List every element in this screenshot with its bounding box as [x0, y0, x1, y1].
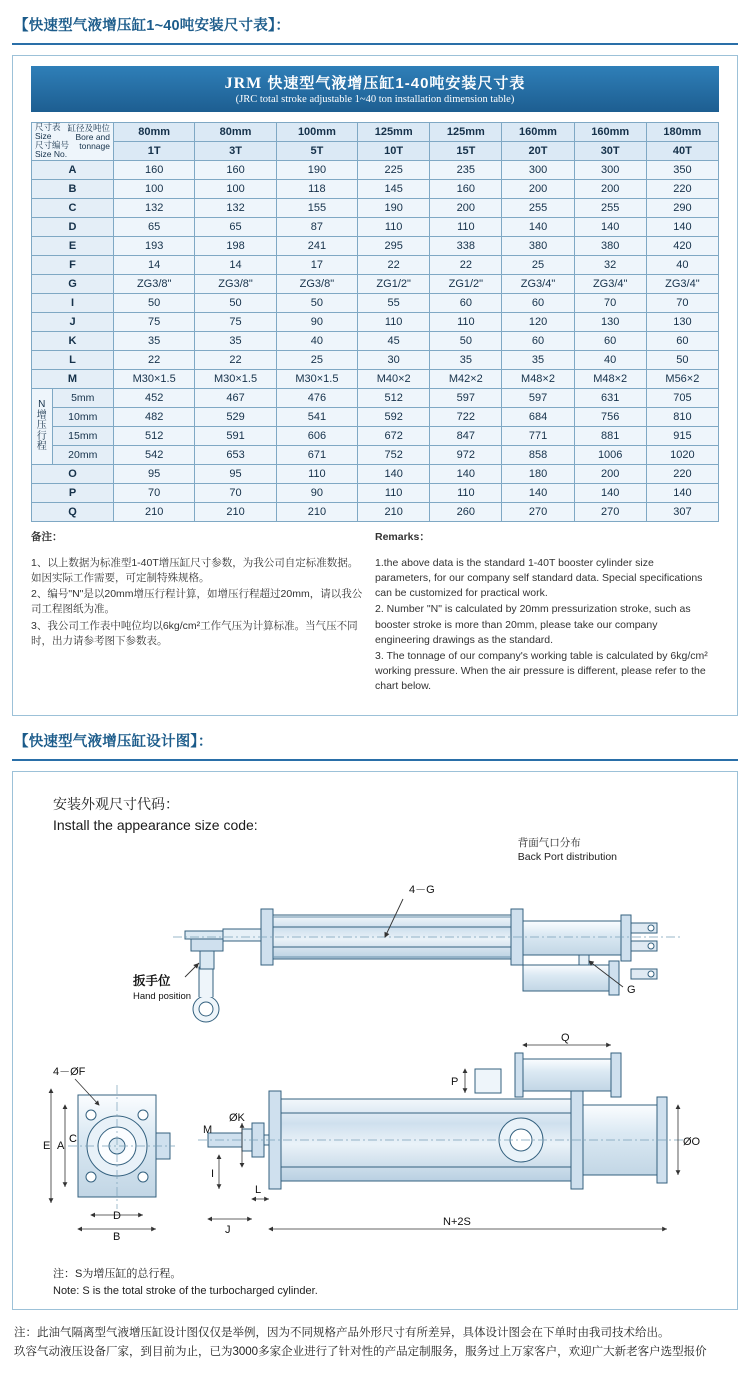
corner-bl-l3: 尺寸编号 — [35, 140, 70, 151]
table-cell: ZG3/4" — [574, 275, 646, 294]
table-cell: 542 — [114, 446, 195, 465]
table-cell: 110 — [430, 484, 502, 503]
drawing-title — [53, 794, 727, 833]
table-cell: 50 — [646, 351, 718, 370]
table-row — [32, 503, 719, 522]
table-cell: 110 — [276, 465, 357, 484]
table-title-en: (JRC total stroke adjustable 1~40 ton installation dimension table) — [235, 94, 515, 105]
table-bore-header: 80mm — [195, 123, 276, 142]
table-cell: M30×1.5 — [276, 370, 357, 389]
table-cell: 132 — [114, 199, 195, 218]
table-cell: 25 — [276, 351, 357, 370]
notes-en-title: Remarks： — [375, 531, 430, 543]
table-cell: M30×1.5 — [195, 370, 276, 389]
dimension-table — [31, 122, 719, 522]
table-row-label: G — [32, 275, 114, 294]
table-cell: 270 — [502, 503, 574, 522]
table-cell: 270 — [574, 503, 646, 522]
table-cell: 35 — [430, 351, 502, 370]
corner-tr-l3: tonnage — [79, 140, 110, 151]
table-cell: 467 — [195, 389, 276, 408]
callout-4phif: 4－ØF — [53, 1066, 86, 1079]
table-cell: ZG1/2" — [430, 275, 502, 294]
table-row-label: A — [32, 161, 114, 180]
table-cell: M48×2 — [574, 370, 646, 389]
table-cell: 50 — [114, 294, 195, 313]
table-cell: 70 — [574, 294, 646, 313]
drawing-section-heading: 【快速型气液增压缸设计图】： — [14, 734, 213, 751]
table-bore-header: 80mm — [114, 123, 195, 142]
table-cell: 606 — [276, 427, 357, 446]
table-tonnage-header: 5T — [276, 142, 357, 161]
dimension-table-block — [12, 55, 738, 716]
table-cell: 22 — [195, 351, 276, 370]
table-cell: 190 — [358, 199, 430, 218]
dim-phi-o: ØO — [683, 1136, 701, 1149]
table-cell: 255 — [574, 199, 646, 218]
table-cell: 338 — [430, 237, 502, 256]
dim-phi-k: ØK — [229, 1112, 245, 1125]
table-cell: 722 — [430, 408, 502, 427]
dim-d: D — [113, 1210, 121, 1223]
table-cell: 35 — [195, 332, 276, 351]
drawing-title-cn: 安装外观尺寸代码： — [53, 796, 179, 813]
drawing-note-cn: 注：S为增压缸的总行程。 — [53, 1268, 182, 1281]
table-cell: 420 — [646, 237, 718, 256]
table-cell: 75 — [195, 313, 276, 332]
table-cell: 200 — [574, 465, 646, 484]
drawing-note — [53, 1266, 727, 1299]
table-tonnage-header: 1T — [114, 142, 195, 161]
table-cell: 847 — [430, 427, 502, 446]
table-cell: ZG1/2" — [358, 275, 430, 294]
callout-hand-position-en: Hand position — [133, 991, 192, 1003]
table-cell: ZG3/4" — [502, 275, 574, 294]
table-cell: ZG3/4" — [646, 275, 718, 294]
table-header-bore-row — [32, 123, 719, 142]
table-row — [32, 180, 719, 199]
table-cell: 810 — [646, 408, 718, 427]
dim-n2s: N+2S — [443, 1216, 471, 1229]
table-cell: 60 — [646, 332, 718, 351]
cylinder-drawing-svg — [23, 837, 723, 1257]
table-cell: 35 — [114, 332, 195, 351]
table-row-label: Q — [32, 503, 114, 522]
table-cell: 210 — [358, 503, 430, 522]
table-row-label: K — [32, 332, 114, 351]
note-en-item: 3. The tonnage of our company's working table is calculated by 6kg/cm² working pressure. When the air pressure is different, please refer to the chart below. — [375, 650, 708, 693]
table-n-sub-label: 10mm — [52, 408, 114, 427]
table-row-label: J — [32, 313, 114, 332]
note-en-item: 2. Number "N" is calculated by 20mm pressurization stroke, such as booster stroke is more than 20mm, please take our company engineering drawings as the standard. — [375, 603, 691, 646]
table-cell: 190 — [276, 161, 357, 180]
table-row — [32, 199, 719, 218]
back-port-en: Back Port distribution — [517, 851, 617, 864]
table-row-label: D — [32, 218, 114, 237]
table-cell: 771 — [502, 427, 574, 446]
table-cell: 529 — [195, 408, 276, 427]
table-cell: 40 — [276, 332, 357, 351]
table-cell: 17 — [276, 256, 357, 275]
table-bore-header: 160mm — [574, 123, 646, 142]
table-cell: 14 — [195, 256, 276, 275]
n-label-char: 增 — [36, 409, 47, 421]
table-cell: 22 — [358, 256, 430, 275]
table-title-prefix: JRM — [224, 75, 263, 92]
corner-bl-l1: 尺寸表 — [35, 122, 61, 133]
table-row-label: C — [32, 199, 114, 218]
table-row-label: L — [32, 351, 114, 370]
table-cell: 70 — [114, 484, 195, 503]
table-title — [31, 66, 719, 112]
table-cell: 60 — [430, 294, 502, 313]
note-en-item: 1.the above data is the standard 1-40T booster cylinder size parameters, for our company self standard data. Special specifications can be customized for practical work. — [375, 556, 703, 600]
table-cell: 160 — [114, 161, 195, 180]
table-cell: 180 — [502, 465, 574, 484]
callout-g: G — [627, 984, 636, 997]
table-cell: 95 — [195, 465, 276, 484]
table-cell: 50 — [276, 294, 357, 313]
table-cell: 110 — [430, 313, 502, 332]
table-cell: 118 — [276, 180, 357, 199]
table-cell: 380 — [502, 237, 574, 256]
note-cn-item: 3、我公司工作表中吨位均以6kg/cm²工作气压为计算标准。当气压不同时，出力请参考图下参数表。 — [31, 619, 358, 647]
table-cell: 1020 — [646, 446, 718, 465]
table-cell: 65 — [195, 218, 276, 237]
table-cell: 75 — [114, 313, 195, 332]
table-row — [32, 294, 719, 313]
callout-4g: 4－G — [409, 884, 435, 897]
table-cell: 300 — [502, 161, 574, 180]
table-bore-header: 160mm — [502, 123, 574, 142]
table-cell: 684 — [502, 408, 574, 427]
table-cell: 30 — [358, 351, 430, 370]
table-row-label: M — [32, 370, 114, 389]
table-row — [32, 161, 719, 180]
table-cell: 50 — [430, 332, 502, 351]
table-row — [32, 427, 719, 446]
corner-bl-l4: Size No. — [35, 149, 68, 160]
table-cell: 60 — [502, 294, 574, 313]
callout-hand-position-cn: 扳手位 — [133, 974, 171, 989]
table-cell: 22 — [430, 256, 502, 275]
table-title-cn: 快速型气液增压缸1-40吨安装尺寸表 — [267, 75, 526, 92]
table-cell: 452 — [114, 389, 195, 408]
dim-q: Q — [561, 1032, 570, 1045]
table-cell: 110 — [358, 484, 430, 503]
table-row-label: F — [32, 256, 114, 275]
table-cell: 260 — [430, 503, 502, 522]
n-label-char: 程 — [36, 441, 47, 453]
table-cell: 140 — [574, 484, 646, 503]
table-cell: 512 — [114, 427, 195, 446]
table-cell: ZG3/8" — [114, 275, 195, 294]
table-cell: 140 — [646, 484, 718, 503]
table-cell: 972 — [430, 446, 502, 465]
design-drawing-block — [12, 771, 738, 1310]
table-row — [32, 446, 719, 465]
table-cell: 132 — [195, 199, 276, 218]
table-cell: 653 — [195, 446, 276, 465]
table-cell: 70 — [646, 294, 718, 313]
table-cell: 307 — [646, 503, 718, 522]
table-cell: 32 — [574, 256, 646, 275]
table-n-sub-label: 20mm — [52, 446, 114, 465]
dim-i: I — [211, 1168, 215, 1181]
table-cell: 225 — [358, 161, 430, 180]
table-cell: 752 — [358, 446, 430, 465]
table-cell: 45 — [358, 332, 430, 351]
table-cell: 40 — [646, 256, 718, 275]
table-row — [32, 484, 719, 503]
table-cell: 60 — [574, 332, 646, 351]
table-cell: 200 — [502, 180, 574, 199]
table-cell: 705 — [646, 389, 718, 408]
table-cell: 198 — [195, 237, 276, 256]
table-cell: 145 — [358, 180, 430, 199]
section-divider-1 — [12, 43, 738, 45]
table-cell: 140 — [502, 218, 574, 237]
note-cn-item: 1、以上数据为标准型1-40T增压缸尺寸参数，为我公司自定标准数据。如因实际工作需要，可定制特殊规格。 — [31, 556, 359, 584]
table-cell: 512 — [358, 389, 430, 408]
table-cell: 210 — [195, 503, 276, 522]
dim-a: A — [57, 1140, 65, 1153]
table-tonnage-header: 40T — [646, 142, 718, 161]
table-cell: 87 — [276, 218, 357, 237]
footer-line-2: 玖容气动液压设备厂家，到目前为止，已为3000多家企业进行了针对性的产品定制服务，服务过上万家客户，欢迎广大新老客户选型报价 — [14, 1346, 707, 1359]
table-cell: 25 — [502, 256, 574, 275]
table-cell: 915 — [646, 427, 718, 446]
table-cell: 476 — [276, 389, 357, 408]
table-cell: 140 — [574, 218, 646, 237]
drawing-canvas — [23, 837, 727, 1262]
table-n-sub-label: 5mm — [52, 389, 114, 408]
table-cell: 120 — [502, 313, 574, 332]
dim-e: E — [43, 1140, 51, 1153]
dim-j: J — [225, 1224, 231, 1237]
table-cell: 597 — [502, 389, 574, 408]
table-cell: 95 — [114, 465, 195, 484]
table-notes — [31, 530, 719, 705]
notes-english — [375, 530, 719, 705]
table-cell: 290 — [646, 199, 718, 218]
table-cell: 140 — [358, 465, 430, 484]
table-cell: 210 — [114, 503, 195, 522]
table-cell: 100 — [195, 180, 276, 199]
table-tonnage-header: 3T — [195, 142, 276, 161]
table-row — [32, 275, 719, 294]
table-cell: 55 — [358, 294, 430, 313]
table-tonnage-header: 10T — [358, 142, 430, 161]
table-cell: 193 — [114, 237, 195, 256]
table-row — [32, 237, 719, 256]
dim-b: B — [113, 1231, 121, 1244]
table-corner-cell — [32, 123, 114, 161]
table-row — [32, 313, 719, 332]
table-cell: ZG3/8" — [276, 275, 357, 294]
table-row — [32, 389, 719, 408]
table-cell: 235 — [430, 161, 502, 180]
notes-chinese — [31, 530, 375, 705]
table-cell: 90 — [276, 484, 357, 503]
table-cell: 14 — [114, 256, 195, 275]
table-header-tonnage-row — [32, 142, 719, 161]
table-cell: 160 — [430, 180, 502, 199]
table-bore-header: 125mm — [358, 123, 430, 142]
table-tonnage-header: 20T — [502, 142, 574, 161]
table-n-group-label — [32, 389, 53, 465]
table-cell: 60 — [502, 332, 574, 351]
table-row-label: P — [32, 484, 114, 503]
drawing-title-en: Install the appearance size code: — [53, 817, 258, 834]
table-cell: 35 — [502, 351, 574, 370]
table-cell: 22 — [114, 351, 195, 370]
table-cell: 160 — [195, 161, 276, 180]
table-cell: 881 — [574, 427, 646, 446]
table-cell: M42×2 — [430, 370, 502, 389]
table-cell: 200 — [574, 180, 646, 199]
table-bore-header: 100mm — [276, 123, 357, 142]
drawing-note-en: Note: S is the total stroke of the turbocharged cylinder. — [53, 1284, 318, 1297]
table-cell: 140 — [430, 465, 502, 484]
corner-tr-l1: 缸径及吨位 — [67, 123, 110, 133]
table-cell: M30×1.5 — [114, 370, 195, 389]
table-cell: 350 — [646, 161, 718, 180]
table-cell: 541 — [276, 408, 357, 427]
table-tonnage-header: 30T — [574, 142, 646, 161]
table-cell: 50 — [195, 294, 276, 313]
table-section-heading: 【快速型气液增压缸1~40吨安装尺寸表】： — [14, 18, 291, 34]
table-row-label: B — [32, 180, 114, 199]
table-cell: 220 — [646, 180, 718, 199]
table-cell: 300 — [574, 161, 646, 180]
table-bore-header: 125mm — [430, 123, 502, 142]
table-cell: 671 — [276, 446, 357, 465]
table-row-label: E — [32, 237, 114, 256]
table-row — [32, 256, 719, 275]
table-cell: 631 — [574, 389, 646, 408]
table-cell: 858 — [502, 446, 574, 465]
n-label-char: N — [38, 399, 46, 411]
dim-c: C — [69, 1133, 77, 1146]
table-cell: 140 — [502, 484, 574, 503]
table-cell: 70 — [195, 484, 276, 503]
table-cell: 100 — [114, 180, 195, 199]
corner-bl-l2: Size — [35, 131, 52, 142]
dim-p: P — [451, 1076, 459, 1089]
corner-tr-l2: Bore and — [75, 131, 110, 142]
table-cell: 200 — [430, 199, 502, 218]
table-row — [32, 218, 719, 237]
table-cell: 110 — [430, 218, 502, 237]
table-bore-header: 180mm — [646, 123, 718, 142]
table-cell: 130 — [646, 313, 718, 332]
table-row — [32, 332, 719, 351]
table-cell: 295 — [358, 237, 430, 256]
table-row — [32, 351, 719, 370]
table-cell: M56×2 — [646, 370, 718, 389]
table-cell: 110 — [358, 313, 430, 332]
notes-cn-title: 备注： — [31, 531, 63, 543]
table-cell: 90 — [276, 313, 357, 332]
n-label-char: 行 — [36, 430, 47, 442]
table-cell: 380 — [574, 237, 646, 256]
footer-note — [14, 1324, 736, 1362]
table-cell: 592 — [358, 408, 430, 427]
table-cell: 65 — [114, 218, 195, 237]
note-cn-item: 2、编号"N"是以20mm增压行程计算，如增压行程超过20mm，请以我公司工程图纸为准。 — [31, 588, 363, 616]
table-cell: 220 — [646, 465, 718, 484]
table-cell: 591 — [195, 427, 276, 446]
dim-m: M — [203, 1124, 213, 1137]
footer-line-1: 注：此油气隔离型气液增压缸设计图仅仅是举例，因为不同规格产品外形尺寸有所差异，具体设计图会在下单时由我司技术给出。 — [14, 1327, 670, 1340]
table-cell: 1006 — [574, 446, 646, 465]
section-divider-2 — [12, 759, 738, 761]
table-n-sub-label: 15mm — [52, 427, 114, 446]
table-cell: 210 — [276, 503, 357, 522]
table-cell: M48×2 — [502, 370, 574, 389]
table-cell: 756 — [574, 408, 646, 427]
table-cell: 140 — [646, 218, 718, 237]
table-row — [32, 370, 719, 389]
table-cell: 597 — [430, 389, 502, 408]
table-cell: 155 — [276, 199, 357, 218]
table-cell: 110 — [358, 218, 430, 237]
table-tonnage-header: 15T — [430, 142, 502, 161]
table-row-label: O — [32, 465, 114, 484]
table-cell: 241 — [276, 237, 357, 256]
table-row-label: I — [32, 294, 114, 313]
table-cell: 255 — [502, 199, 574, 218]
table-row — [32, 408, 719, 427]
n-label-char: 压 — [36, 420, 47, 432]
table-cell: M40×2 — [358, 370, 430, 389]
table-cell: ZG3/8" — [195, 275, 276, 294]
table-cell: 40 — [574, 351, 646, 370]
table-cell: 130 — [574, 313, 646, 332]
table-cell: 672 — [358, 427, 430, 446]
back-port-cn: 背面气口分布 — [517, 837, 581, 850]
dim-l: L — [255, 1184, 262, 1197]
table-row — [32, 465, 719, 484]
table-cell: 482 — [114, 408, 195, 427]
